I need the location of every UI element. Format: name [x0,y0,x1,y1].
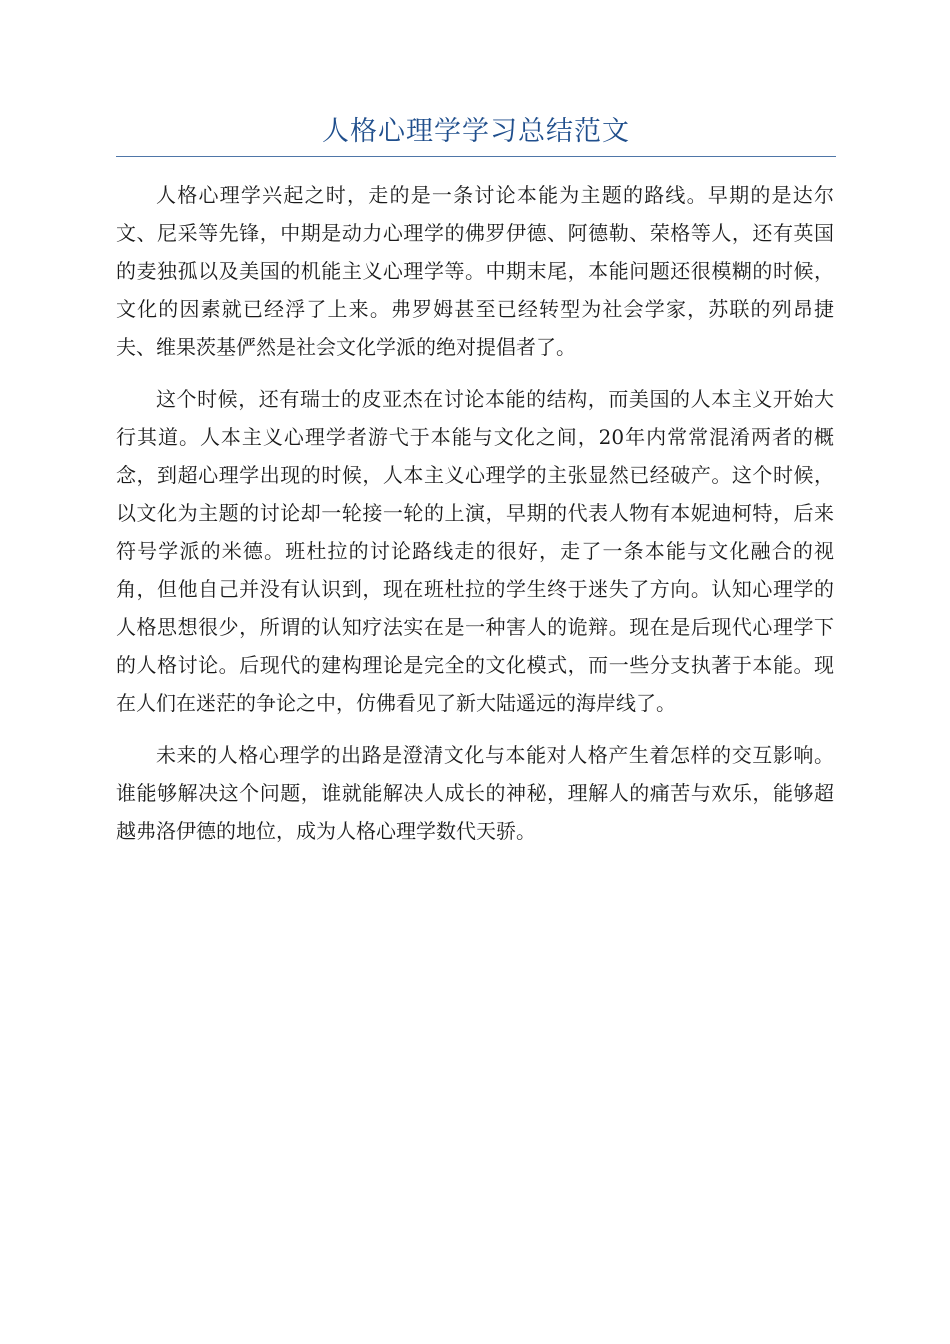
title-block [116,112,836,157]
document-body [116,176,834,864]
paragraph-1: 人格心理学兴起之时，走的是一条讨论本能为主题的路线。早期的是达尔文、尼采等先锋，中期是动力心理学的佛罗伊德、阿德勒、荣格等人，还有英国的麦独孤以及美国的机能主义心理学等。中期末尾，本能问题还很模糊的时候，文化的因素就已经浮了上来。弗罗姆甚至已经转型为社会学家，苏联的列昂捷夫、维果茨基俨然是社会文化学派的绝对提倡者了。 [116,183,834,359]
document-title: 人格心理学学习总结范文 [322,116,630,147]
paragraph-2: 这个时候，还有瑞士的皮亚杰在讨论本能的结构，而美国的人本主义开始大行其道。人本主义心理学者游弋于本能与文化之间，20年内常常混淆两者的概念，到超心理学出现的时候，人本主义心理学的主张显然已经破产。这个时候，以文化为主题的讨论却一轮接一轮的上演，早期的代表人物有本妮迪柯特，后来符号学派的米德。班杜拉的讨论路线走的很好，走了一条本能与文化融合的视角，但他自己并没有认识到，现在班杜拉的学生终于迷失了方向。认知心理学的人格思想很少，所谓的认知疗法实在是一种害人的诡辩。现在是后现代心理学下的人格讨论。后现代的建构理论是完全的文化模式，而一些分支执著于本能。现在人们在迷茫的争论之中，仿佛看见了新大陆遥远的海岸线了。 [116,387,834,715]
paragraph-3: 未来的人格心理学的出路是澄清文化与本能对人格产生着怎样的交互影响。谁能够解决这个问题，谁就能解决人成长的神秘，理解人的痛苦与欢乐，能够超越弗洛伊德的地位，成为人格心理学数代天骄。 [116,743,834,843]
